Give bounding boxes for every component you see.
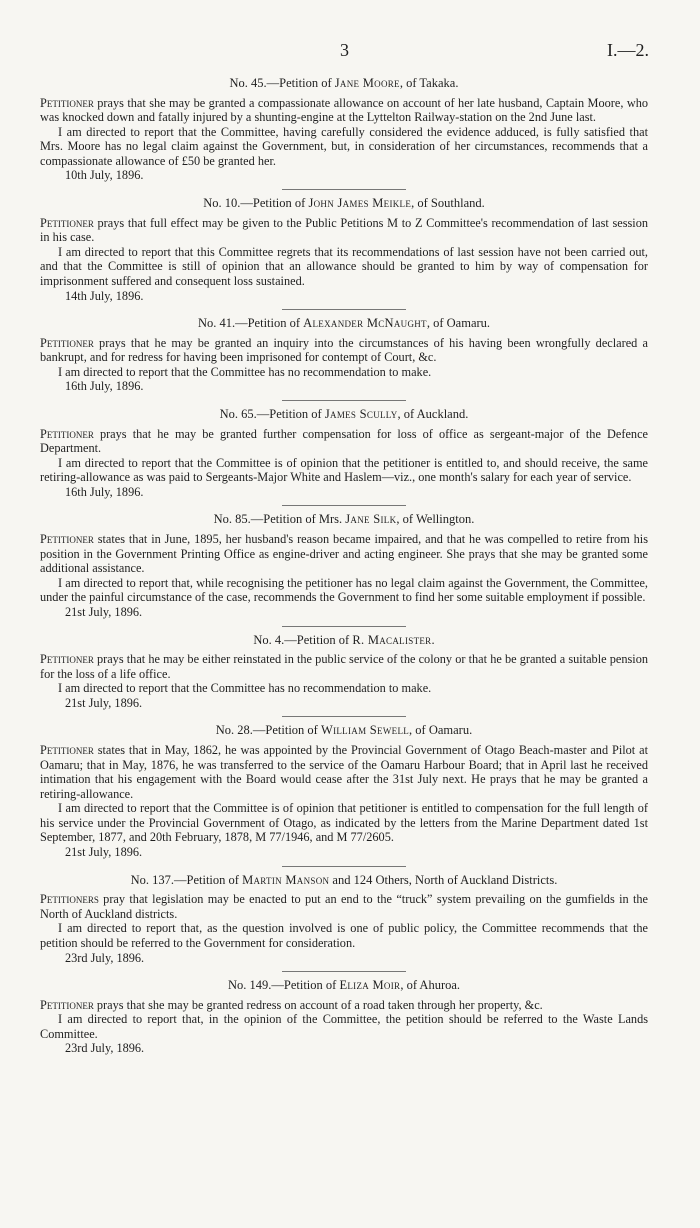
report-date: 21st July, 1896. [65,695,143,710]
paper-code: I.—2. [607,40,649,60]
petitioner-name: Eliza Moir [339,978,401,993]
petition-title: No. 149.—Petition of Eliza Moir, of Ahuroa. [227,978,461,993]
petition-prayer: Petitioner states that in May, 1862, he was appointed by the Provincial Government of Otago Beach-master and Pilot at Oamaru; that in May, 1876, he was transferred to the service of the Oamaru Harbour Board; that in April last he received intimation that his engagement with the Board would cease after the 31st July next. He prays that he may be granted a retiring-allowance. [40,742,648,801]
petitioner-name: Jane Silk [345,512,397,527]
committee-report: I am directed to report that the Committee is of opinion that the petitioner is entitled to, and should receive, the same retiring-allowance as was paid to Sergeants-Major White and Haslem—viz., one month's salary for each year of service. [40,455,648,485]
report-date: 16th July, 1896. [65,379,144,394]
page-number: 3 [340,40,349,60]
committee-report: I am directed to report that the Committee has no recommendation to make. [58,364,432,379]
committee-report: I am directed to report that, as the question involved is one of public policy, the Committee recommends that the petition should be referred to the Government for consideration. [40,921,648,950]
report-date: 16th July, 1896. [65,484,144,499]
separator-rule [282,505,406,506]
petition-entry [40,723,648,866]
committee-report: I am directed to report that, in the opinion of the Committee, the petition should be referred to the Waste Lands Committee. [40,1012,648,1041]
petition-prayer: Petitioner prays that he may be granted an inquiry into the circumstances of his having been wrongfully declared a bankrupt, and for redress for having been imprisoned for contempt of Court, &c. [40,335,648,365]
petition-title: No. 137.—Petition of Martin Manson and 124 Others, North of Auckland Districts. [130,872,558,887]
petition-entry [40,633,648,718]
separator-rule [282,716,406,717]
report-date: 23rd July, 1896. [65,1041,145,1056]
petition-prayer: Petitioner prays that he may be either reinstated in the public service of the colony or that he be granted a suitable pension for the loss of a life office. [40,652,648,681]
separator-rule [282,309,406,310]
petition-prayer: Petitioner prays that full effect may be given to the Public Petitions M to Z Committee's recommendation of last session in his case. [40,215,648,245]
petition-title: No. 65.—Petition of James Scully, of Auckland. [219,407,469,421]
petitions-list [40,76,648,1056]
separator-rule [282,971,406,972]
separator-rule [282,400,406,401]
petition-entry [40,873,648,972]
petition-entry [40,978,648,1056]
petition-entry [40,407,648,506]
petition-prayer: Petitioner prays that he may be granted further compensation for loss of office as sergeant-major of the Defence Department. [40,426,648,456]
petition-title: No. 10.—Petition of John James Meikle, of Southland. [203,196,485,211]
committee-report: I am directed to report that this Committee regrets that its recommendations of last session have not been carried out, and that the Committee is still of opinion that an allowance should be granted to him by way of compensation for imprisonment suffered and consequent loss sustained. [40,244,648,288]
separator-rule [282,866,406,867]
report-date: 21st July, 1896. [65,845,143,860]
petitioner-name: James Scully [324,407,398,421]
committee-report: I am directed to report that the Committee, having carefully considered the evidence adduced, is fully satisfied that Mrs. Moore has no legal claim against the Government, but, in consideration of her circumstances, recommends that a compassionate allowance of £50 be granted her. [40,124,648,168]
petition-title: No. 4.—Petition of R. Macalister. [253,632,435,647]
report-date: 21st July, 1896. [65,604,143,619]
petition-entry [40,316,648,401]
petition-entry [40,196,648,310]
petitioner-name: Jane Moore [334,76,400,90]
petition-entry [40,76,648,190]
report-date: 23rd July, 1896. [65,950,145,965]
petition-prayer: Petitioner prays that she may be granted a compassionate allowance on account of her late husband, Captain Moore, who was knocked down and fatally injured by a shunting-engine at the Lyttelton Railway-station on the 2nd June last. [40,95,648,125]
petition-prayer: Petitioners pray that legislation may be enacted to put an end to the “truck” system prevailing on the gumfields in the North of Auckland districts. [40,892,648,921]
committee-report: I am directed to report that, while recognising the petitioner has no legal claim against the Government, the Committee, under the painful circumstance of the case, recommends the Government to find her some suitable employment if possible. [40,575,648,605]
separator-rule [282,189,406,190]
petition-title: No. 41.—Petition of Alexander McNaught, of Oamaru. [197,316,491,331]
petitioner-name: John James Meikle [308,196,412,211]
petitioner-name: Alexander McNaught [303,316,427,331]
petition-title: No. 85.—Petition of Mrs. Jane Silk, of Wellington. [213,512,475,527]
petition-title: No. 45.—Petition of Jane Moore, of Takaka. [229,76,459,90]
separator-rule [282,626,406,627]
report-date: 14th July, 1896. [65,288,144,303]
petition-entry [40,512,648,626]
petition-title: No. 28.—Petition of William Sewell, of Oamaru. [215,723,473,738]
report-date: 10th July, 1896. [65,168,144,183]
petition-prayer: Petitioner states that in June, 1895, her husband's reason became impaired, and that he was compelled to retire from his position in the Government Printing Office as engine-driver and acting engineer. She prays that she may be granted some additional assistance. [40,531,648,576]
petition-prayer: Petitioner prays that she may be granted redress on account of a road taken through her property, &c. [40,997,543,1012]
petitioner-name: Martin Manson [242,872,330,887]
committee-report: I am directed to report that the Committee has no recommendation to make. [58,681,432,696]
committee-report: I am directed to report that the Committee is of opinion that petitioner is entitled to compensation for the full length of his service under the Provincial Government of Otago, as indicated by the letters from the Marine Department dated 1st September, 1877, and 20th February, 1878, M 77/1946, and M 77/2605. [40,801,648,845]
petitioner-name: William Sewell [320,723,410,738]
petitioner-name: R. Macalister [352,632,432,647]
